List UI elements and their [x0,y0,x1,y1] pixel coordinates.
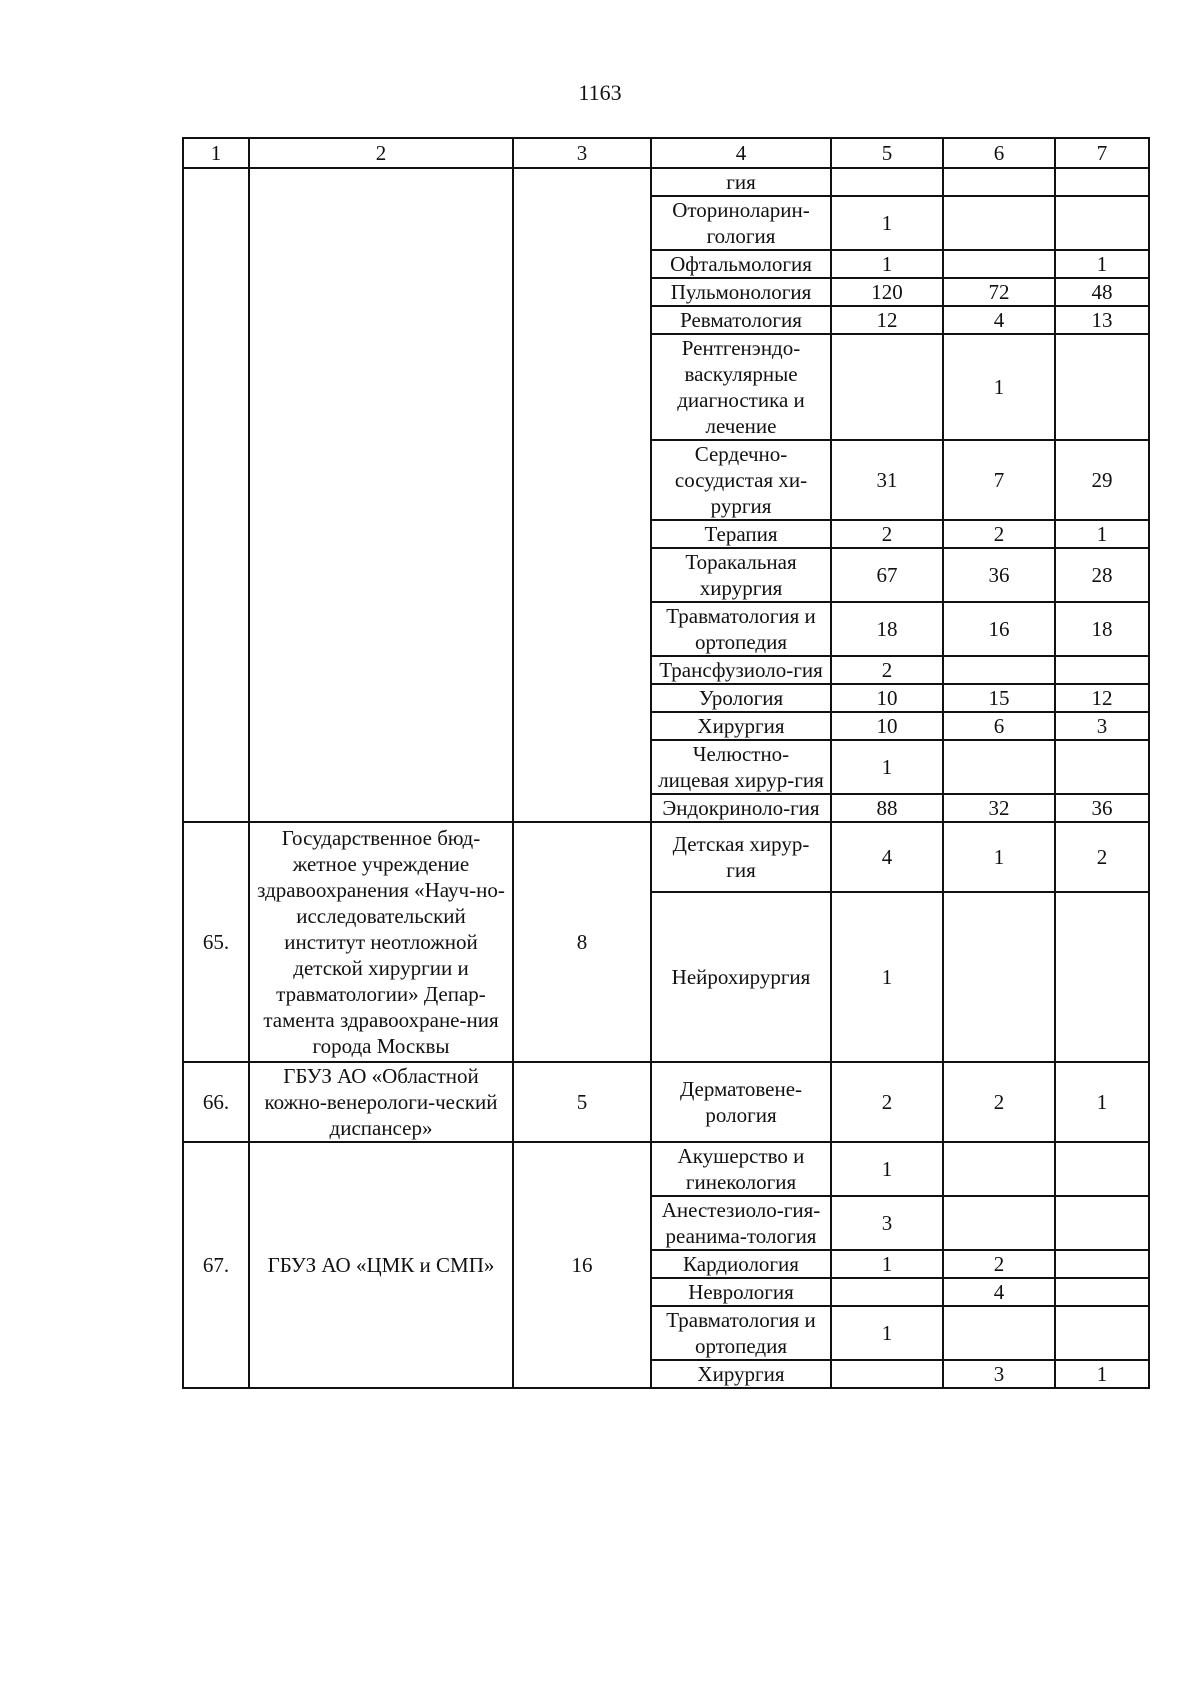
value-cell: 2 [1055,822,1149,892]
value-cell: 67 [831,548,943,602]
specialty-cell: Терапия [651,520,831,548]
value-cell [943,740,1055,794]
value-cell: 1 [831,196,943,250]
header-cell: 4 [651,138,831,168]
value-cell: 6 [943,712,1055,740]
value-cell: 31 [831,440,943,520]
value-cell: 13 [1055,306,1149,334]
value-cell: 36 [943,548,1055,602]
value-cell: 1 [1055,1062,1149,1142]
specialty-cell: Рентгенэндо-васкулярные диагностика и лечение [651,334,831,440]
value-cell: 29 [1055,440,1149,520]
value-cell: 88 [831,794,943,822]
value-cell: 2 [831,520,943,548]
value-cell: 32 [943,794,1055,822]
value-cell: 2 [943,1062,1055,1142]
value-cell: 1 [831,892,943,1062]
specialty-cell: Челюстно-лицевая хирур-гия [651,740,831,794]
value-cell [1055,168,1149,196]
value-cell: 4 [943,1278,1055,1306]
value-cell: 1 [831,1142,943,1196]
value-cell: 4 [831,822,943,892]
value-cell: 2 [943,520,1055,548]
value-cell: 12 [1055,684,1149,712]
specialty-cell: Травматология и ортопедия [651,602,831,656]
value-cell [1055,1278,1149,1306]
value-cell: 36 [1055,794,1149,822]
value-cell [1055,740,1149,794]
value-cell [943,1306,1055,1360]
header-cell: 1 [183,138,249,168]
specialty-cell: гия [651,168,831,196]
value-cell: 1 [943,822,1055,892]
value-cell: 1 [831,740,943,794]
specialty-cell: Травматология и ортопедия [651,1306,831,1360]
total-cell [513,168,651,822]
value-cell: 72 [943,278,1055,306]
header-cell: 6 [943,138,1055,168]
specialty-cell: Дерматовене-рология [651,1062,831,1142]
specialty-cell: Неврология [651,1278,831,1306]
header-cell: 5 [831,138,943,168]
value-cell: 3 [1055,712,1149,740]
specialty-cell: Урология [651,684,831,712]
specialty-cell: Офтальмология [651,250,831,278]
value-cell [943,656,1055,684]
specialty-cell: Ревматология [651,306,831,334]
table-row [183,1142,1149,1196]
value-cell [1055,892,1149,1062]
entry-number-cell [183,168,249,822]
header-cell: 2 [249,138,513,168]
value-cell [1055,656,1149,684]
value-cell: 2 [831,656,943,684]
table-row [183,822,1149,892]
value-cell: 2 [943,1250,1055,1278]
value-cell [943,196,1055,250]
value-cell [943,1142,1055,1196]
data-table [182,137,1150,1389]
value-cell: 7 [943,440,1055,520]
value-cell: 12 [831,306,943,334]
specialty-cell: Торакальная хирургия [651,548,831,602]
value-cell [943,1196,1055,1250]
value-cell: 1 [831,250,943,278]
entry-number-cell: 67. [183,1142,249,1388]
value-cell: 1 [1055,520,1149,548]
total-cell: 8 [513,822,651,1062]
page-number: 1163 [578,80,622,105]
value-cell [831,1278,943,1306]
header-cell: 3 [513,138,651,168]
organization-cell: Государственное бюд-жетное учреждение здравоохранения «Науч-но-исследовательский институт неотложной детской хирургии и травматологии» Депар-тамента здравоохране-ния города Москвы [249,822,513,1062]
value-cell: 120 [831,278,943,306]
value-cell [1055,1250,1149,1278]
value-cell: 4 [943,306,1055,334]
value-cell: 10 [831,712,943,740]
specialty-cell: Кардиология [651,1250,831,1278]
value-cell: 1 [1055,1360,1149,1388]
specialty-cell: Хирургия [651,712,831,740]
value-cell: 3 [831,1196,943,1250]
value-cell: 48 [1055,278,1149,306]
entry-number-cell: 65. [183,822,249,1062]
value-cell: 16 [943,602,1055,656]
organization-cell: ГБУЗ АО «Областной кожно-венерологи-ческий диспансер» [249,1062,513,1142]
total-cell: 16 [513,1142,651,1388]
value-cell [831,1360,943,1388]
specialty-cell: Пульмонология [651,278,831,306]
specialty-cell: Акушерство и гинекология [651,1142,831,1196]
value-cell [1055,196,1149,250]
entry-number-cell: 66. [183,1062,249,1142]
value-cell: 1 [831,1250,943,1278]
value-cell [831,334,943,440]
value-cell: 28 [1055,548,1149,602]
specialty-cell: Эндокриноло-гия [651,794,831,822]
value-cell: 1 [943,334,1055,440]
value-cell [943,250,1055,278]
value-cell: 18 [1055,602,1149,656]
header-cell: 7 [1055,138,1149,168]
value-cell: 15 [943,684,1055,712]
value-cell [1055,1306,1149,1360]
specialty-cell: Сердечно-сосудистая хи-рургия [651,440,831,520]
value-cell [943,892,1055,1062]
organization-cell [249,168,513,822]
value-cell: 1 [831,1306,943,1360]
specialty-cell: Трансфузиоло-гия [651,656,831,684]
organization-cell: ГБУЗ АО «ЦМК и СМП» [249,1142,513,1388]
specialty-cell: Детская хирур-гия [651,822,831,892]
value-cell [1055,1142,1149,1196]
table-row [183,1062,1149,1142]
total-cell: 5 [513,1062,651,1142]
table-row [183,168,1149,196]
value-cell [1055,334,1149,440]
value-cell: 2 [831,1062,943,1142]
header-row [183,138,1149,168]
specialty-cell: Нейрохирургия [651,892,831,1062]
value-cell: 18 [831,602,943,656]
specialty-cell: Анестезиоло-гия-реанима-тология [651,1196,831,1250]
value-cell [831,168,943,196]
value-cell: 3 [943,1360,1055,1388]
specialty-cell: Оториноларин-гология [651,196,831,250]
value-cell [943,168,1055,196]
value-cell: 10 [831,684,943,712]
value-cell: 1 [1055,250,1149,278]
value-cell [1055,1196,1149,1250]
specialty-cell: Хирургия [651,1360,831,1388]
